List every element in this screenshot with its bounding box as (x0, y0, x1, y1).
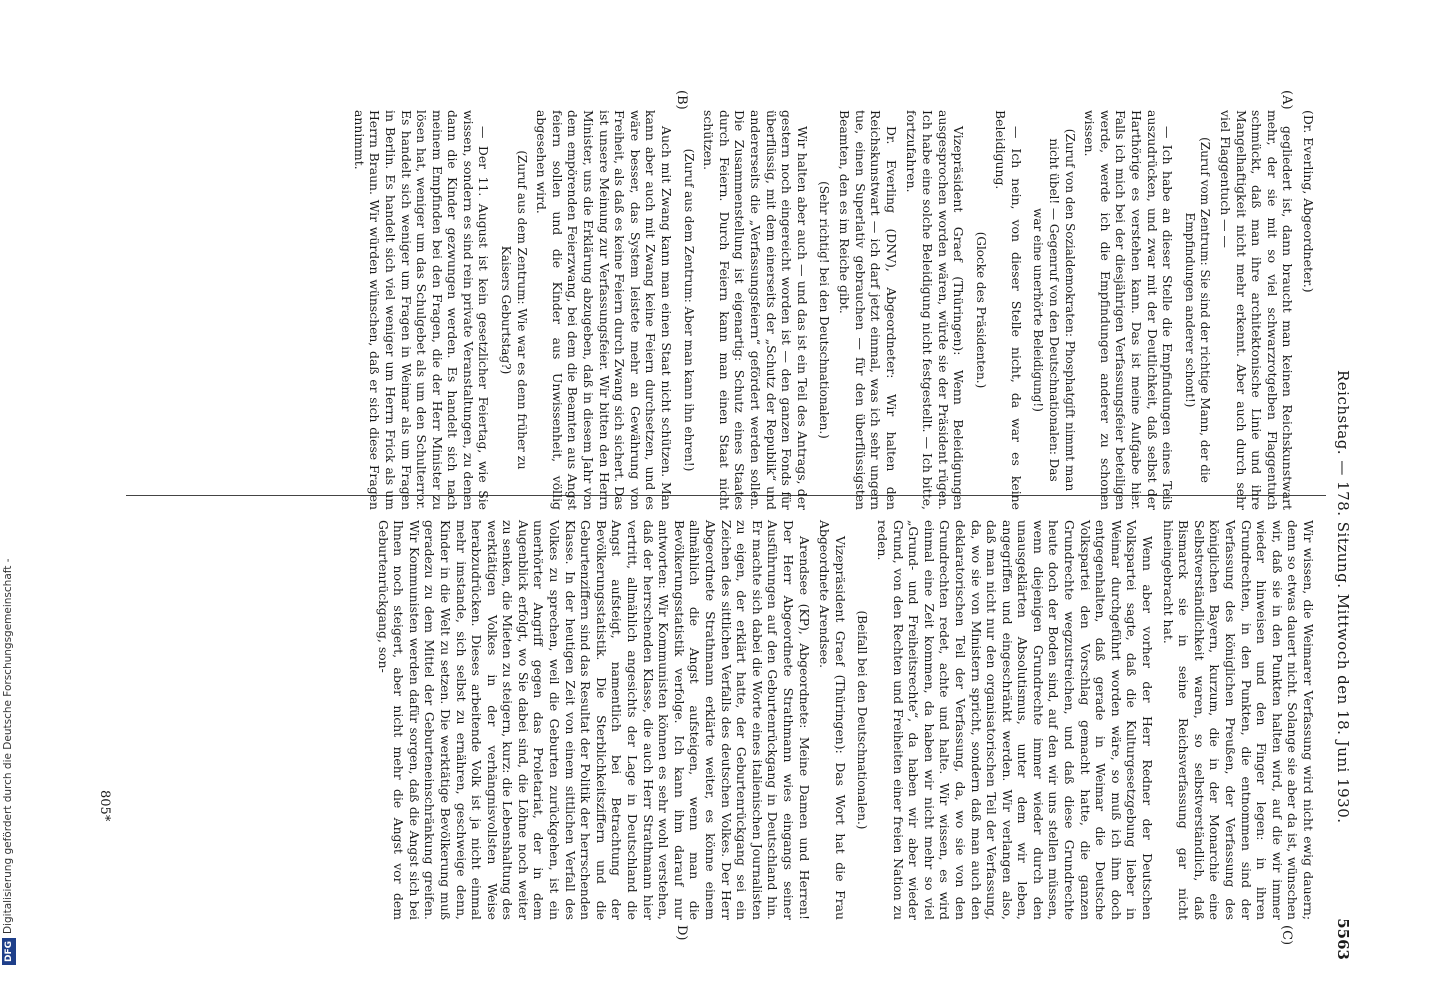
paragraph: Wir halten aber auch — und das ist ein Teil des Antrags, der gestern noch eingereicht worden ist — den ganzen Fonds für überflüssig, mit dem einerseits der „Schutz der Republik“ und andererseits die „Verfassungsfeiern“ gefördert werden sollen. Die Zusammenstellung ist eigenartig: Schutz eines Staates durch Feiern. Durch Feiern kann man einen Staat nicht schützen. (701, 110, 810, 510)
left-column (351, 110, 1316, 510)
interjection: (Beifall bei den Deutschnationalen.) (855, 610, 870, 830)
paragraph: (Dr. Everling, Abgeordneter.) (1301, 110, 1316, 293)
interjection: (Sehr richtig! bei den Deutschnationalen.) (817, 181, 832, 439)
paragraph: — Ich habe an dieser Stelle die Empfindungen eines Teils auszudrücken, und zwar mit der Deutlichkeit, daß selbst der Harthörige es verstehen kann. Das ist meine Aufgabe hier. Falls ich mich bei der diesjährigen Verfassungsfeier beteiligen werde, werde ich die Empfindungen anderer zu schonen wissen. (1082, 110, 1176, 510)
paragraph: gegliedert ist, dann braucht man keinen Reichskunstwart mehr, der sie mit so viel schwarzrotgelben Flaggentuch schmückt, daß man ihre architektonische Linie und ihre Mangelhaftigkeit nicht mehr erkennt. Aber auch durch sehr viel Flaggentuch — — (1218, 110, 1296, 510)
interjection: (Zuruf von den Sozialdemokraten: Phosphatgift nimmt man nicht übel! — Gegenruf von den Deutschnationalen: Das war eine unerhörte Beleidigung!) (1031, 128, 1077, 492)
interjection: (Zuruf vom Zentrum: Sie sind der richtige Mann, der die Empfindungen anderer schont!) (1182, 137, 1213, 483)
margin-letter-a: (A) (1279, 90, 1294, 110)
margin-letter-c: (C) (1279, 925, 1294, 946)
paragraph: — Der 11. August ist kein gesetzlicher Feiertag, wie Sie wissen, sondern es sind rein private Veranstaltungen, zu denen dann die Kinder gezwungen werden. Es handelt sich nach meinem Empfinden bei den Fragen, die der Herr Minister zu lösen hat, weniger um das Schulgebet als um den Schulterror. Es handelt sich weniger um Fragen in Weimar als um Fragen in Berlin. Es handelt sich viel weniger um Herrn Frick als um Herrn Braun. Wir würden wünschen, daß er sich diese Fragen annimmt. (351, 110, 492, 510)
page-header (1322, 100, 1352, 980)
interjection: (Zuruf aus dem Zentrum: Aber man kann ihn ehren!) (681, 148, 696, 472)
paragraph: Vizepräsident Graef (Thüringen): Wenn Beleidigungen ausgesprochen worden wären, würde sie der Präsident rügen. Ich habe eine solche Beleidigung nicht festgestellt. — Ich bitte, fortzufahren. (904, 110, 967, 510)
paragraph: Wir wissen, die Weimarer Verfassung wird nicht ewig dauern; denn so etwas dauert nicht. Solange sie aber da ist, wünschen wir, daß sie in den Punkten halten wird, auf die wir immer wieder hinweisen und den Finger legen: in ihren Grundrechten, in den Punkten, die entnommen sind der Verfassung des königlichen Preußen, der Verfassung des königlichen Bayern, kurzum, die in der Monarchie eine Selbstverständlichkeit waren, so selbstverständlich, daß Bismarck sie in seine Reichsverfassung gar nicht hineingebracht hat. (1160, 520, 1316, 920)
header-title: Reichstag. — 178. Sitzung. Mittwoch den 18. Juni 1930. (1334, 370, 1352, 824)
right-column (375, 520, 1316, 920)
margin-letter-d: D) (674, 925, 689, 941)
paragraph: — Ich nein, von dieser Stelle nicht, da war es keine Beleidigung. (993, 110, 1024, 510)
footer-page-code: 805* (97, 790, 112, 822)
paragraph: Vizepräsident Graef (Thüringen): Das Wort hat die Frau Abgeordnete Arendsee. (817, 520, 848, 920)
header-page-number: 5563 (1334, 918, 1352, 960)
interjection: (Zuruf aus dem Zentrum: Wie war es denn früher zu Kaisers Geburtstag?) (499, 150, 529, 470)
paragraph: Auch mit Zwang kann man einen Staat nicht schützen. Man kann aber auch mit Zwang keine Feiern durchsetzen, und es wäre besser, das System leistete mehr an Gewährung von Freiheit, als daß es keine Feiern durch Zwang sich sichert. Das ist unsere Meinung zur Verfassungsfeier. Wir bitten den Herrn Minister, uns die Erklärung abzugeben, daß in diesem Jahr von dem empörenden Feierzwang, bei dem die Beamten aus Angst feiern sollen und die Kinder aus Unwissenheit, völlig abgesehen wird. (534, 110, 675, 510)
interjection: (Glocke des Präsidenten.) (973, 231, 988, 389)
paragraph: Wenn aber vorher der Herr Redner der Deutschen Volkspartei sagte, daß die Kulturgesetzgebung lieber in Weimar durchgeführt worden wäre, so muß ich ihm doch entgegenhalten, daß gerade in Weimar die Deutsche Volkspartei den Vorschlag gemacht hatte, die ganzen Grundrechte wegzustreichen, und daß diese Grundrechte heute doch der Boden sind, auf den wir uns stellen müssen, wenn diejenigen Grundrechte immer wieder durch den unausgeklärten Absolutismus, unter dem wir leben, angegriffen und eingeschränkt werden. Wir verlangen also, daß man nicht nur den organisatorischen Teil der Verfassung, da, wo sie von Ministern spricht, sondern daß man auch den deklaratorischen Teil der Verfassung, da, wo sie von den Grundrechten redet, achte und halte. Wir wissen, es wird einmal eine Zeit kommen, da haben wir nicht mehr so viel „Grund- und Freiheitsrechte“, da haben wir aber wieder Grund, von den Rechten und Freiheiten einer freien Nation zu reden. (874, 520, 1156, 920)
margin-letter-b: (B) (674, 90, 689, 110)
paragraph: Arendsee (KP), Abgeordnete: Meine Damen und Herren! Der Herr Abgeordnete Strathmann wies eingangs seiner Ausführungen auf den Geburtenrückgang in Deutschland hin. Er machte sich dabei die Worte eines italienischen Journalisten zu eigen, der erklärt hatte, der Geburtenrückgang sei ein Zeichen des sittlichen Verfalls des deutschen Volkes. Der Herr Abgeordnete Strathmann erklärte weiter, es könne einem allmählich die Angst aufsteigen, wenn man die Bevölkerungsstatistik verfolge. Ich kann ihm darauf nur antworten: Wir Kommunisten können es sehr wohl verstehen, daß der herrschenden Klasse, die auch Herr Strathmann hier vertritt, allmählich angesichts der Lage in Deutschland die Angst aufsteigt, namentlich bei Betrachtung der Bevölkerungsstatistik. Die Sterblichkeitsziffern und die Geburtenziffern sind das Resultat der Politik der herrschenden Klasse. In der heutigen Zeit von einem sittlichen Verfall des Volkes zu sprechen, weil die Geburten zurückgehen, ist ein unerhörter Angriff gegen das Proletariat, der in dem Augenblick erfolgt, wo Sie dabei sind, die Löhne noch weiter zu senken, die Mieten zu steigern, kurz: die Lebenshaltung des werktätigen Volkes in der verhängnisvollsten Weise herabzudrücken. Dieses arbeitende Volk ist ja nicht einmal mehr imstande, sich selbst zu ernähren, geschweige denn, Kinder in die Welt zu setzen. Die werktätige Bevölkerung muß geradezu zu dem Mittel der Geburteneinschränkung greifen. Wir Kommunisten werden dafür sorgen, daß die Angst sich bei Ihnen noch steigert, aber nicht mehr die Angst vor dem Geburtenrückgang, son- (375, 520, 812, 920)
attribution-text: Digitalisierung gefördert durch die Deutsche Forschungsgemeinschaft - (2, 558, 14, 934)
dfg-logo: DFG (2, 938, 16, 965)
paragraph: Dr. Everling (DNV), Abgeordneter: Wir halten den Reichskunstwart — ich darf jetzt einmal, was ich sehr ungern tue, einen Superlativ gebrauchen — für den überflüssigsten Beamten, den es im Reiche gibt. (836, 110, 899, 510)
